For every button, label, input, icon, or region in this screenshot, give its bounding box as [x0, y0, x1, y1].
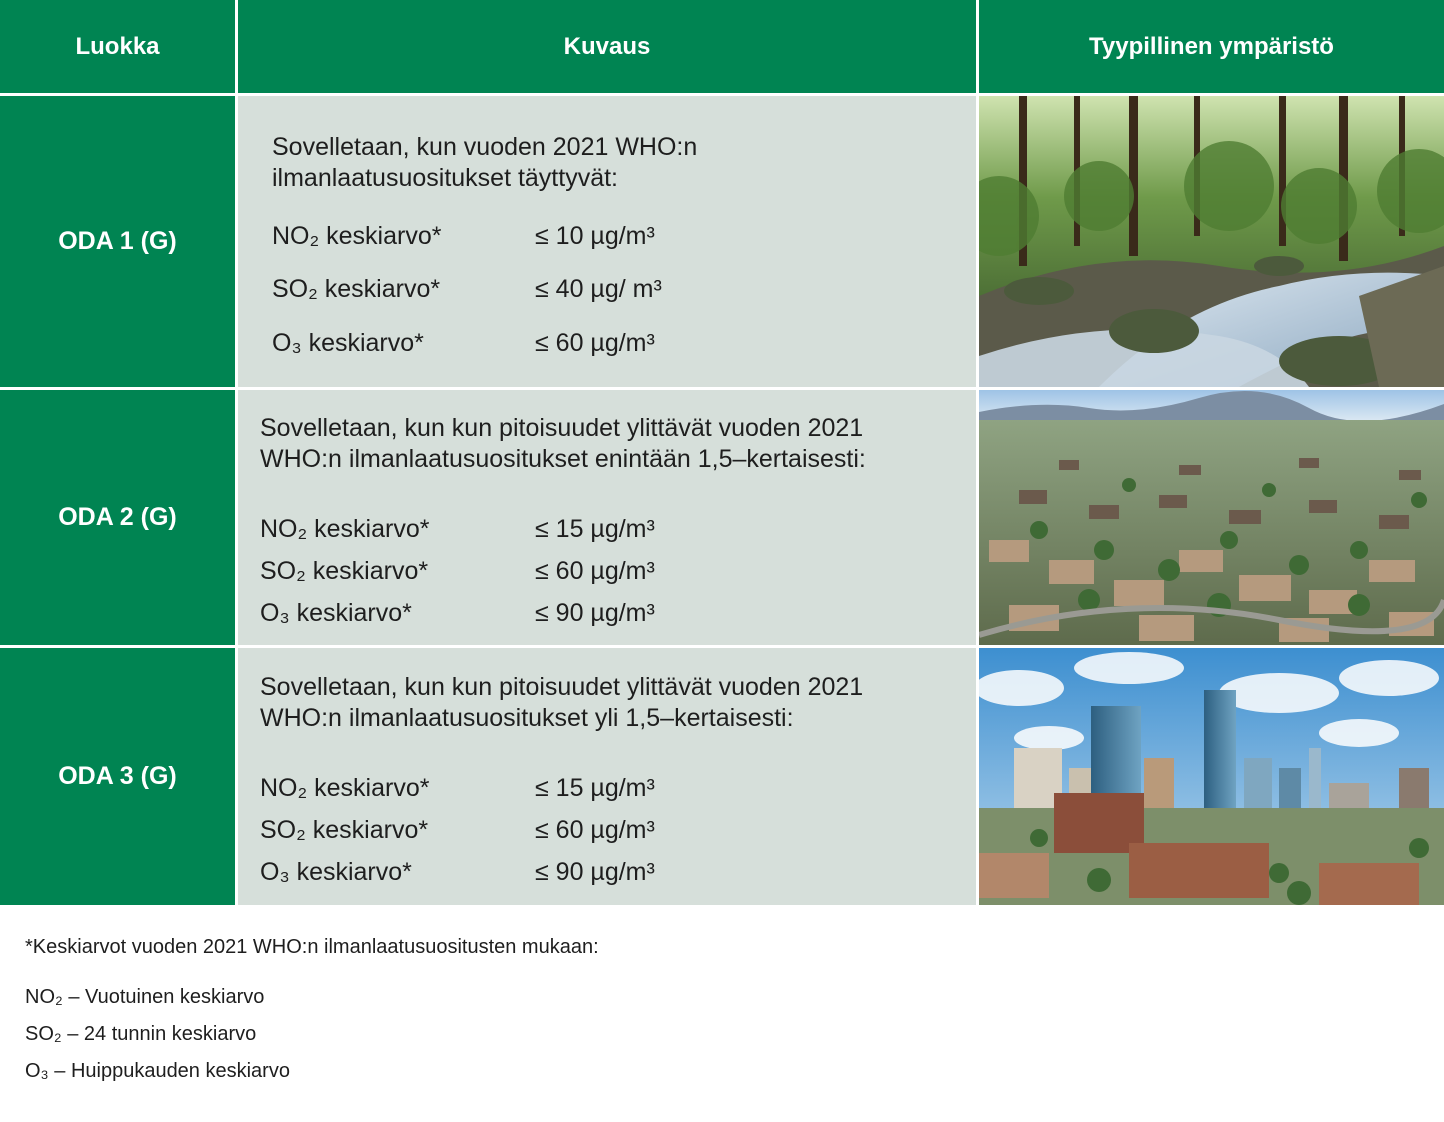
limit-label: O₃ keskiarvo*	[260, 858, 412, 886]
description-cell-oda1	[238, 96, 976, 387]
limit-label: SO₂ keskiarvo*	[260, 816, 429, 844]
limit-row	[238, 515, 938, 547]
suburb-aerial-photo	[979, 390, 1444, 645]
intro-line: Sovelletaan, kun kun pitoisuudet ylittävät vuoden 2021	[260, 673, 864, 701]
header-kuvaus-label: Kuvaus	[563, 32, 651, 60]
description-intro	[260, 413, 866, 475]
limit-value: ≤ 10 µg/m³	[535, 222, 655, 250]
header-kuvaus	[238, 0, 976, 93]
city-skyline-photo	[979, 648, 1444, 905]
limit-value: ≤ 90 µg/m³	[535, 599, 655, 627]
description-intro	[272, 132, 697, 194]
limit-value: ≤ 60 µg/m³	[535, 329, 655, 357]
limit-label: SO₂ keskiarvo*	[272, 275, 441, 303]
class-label: ODA 3 (G)	[58, 762, 177, 790]
class-cell-oda1	[0, 96, 235, 387]
footnote-line: NO₂ – Vuotuinen keskiarvo	[25, 986, 265, 1008]
limit-row	[238, 275, 938, 307]
limit-row	[238, 222, 938, 254]
limit-value: ≤ 60 µg/m³	[535, 816, 655, 844]
header-ymparisto	[979, 0, 1444, 93]
limit-label: O₃ keskiarvo*	[260, 599, 412, 627]
intro-line: WHO:n ilmanlaatusuositukset enintään 1,5–kertaisesti:	[260, 445, 866, 473]
limit-label: O₃ keskiarvo*	[272, 329, 424, 357]
limit-value: ≤ 15 µg/m³	[535, 774, 655, 802]
limit-row	[238, 774, 938, 806]
class-label: ODA 2 (G)	[58, 503, 177, 531]
intro-line: WHO:n ilmanlaatusuositukset yli 1,5–kertaisesti:	[260, 704, 794, 732]
description-cell-oda2	[238, 390, 976, 645]
limit-row	[238, 858, 938, 890]
class-cell-oda3	[0, 648, 235, 905]
limit-value: ≤ 60 µg/m³	[535, 557, 655, 585]
intro-line: ilmanlaatusuositukset täyttyvät:	[272, 164, 618, 192]
footnote-title: *Keskiarvot vuoden 2021 WHO:n ilmanlaatusuositusten mukaan:	[25, 936, 599, 958]
intro-line: Sovelletaan, kun vuoden 2021 WHO:n	[272, 133, 698, 161]
footnote-line: SO₂ – 24 tunnin keskiarvo	[25, 1023, 257, 1045]
header-luokka-label: Luokka	[75, 32, 160, 60]
limit-label: NO₂ keskiarvo*	[260, 515, 430, 543]
footnote-line: O₃ – Huippukauden keskiarvo	[25, 1060, 290, 1082]
description-cell-oda3	[238, 648, 976, 905]
class-label: ODA 1 (G)	[58, 227, 177, 255]
limit-label: SO₂ keskiarvo*	[260, 557, 429, 585]
limit-value: ≤ 15 µg/m³	[535, 515, 655, 543]
limit-value: ≤ 40 µg/ m³	[535, 275, 662, 303]
limit-row	[238, 557, 938, 589]
limit-row	[238, 816, 938, 848]
intro-line: Sovelletaan, kun kun pitoisuudet ylittävät vuoden 2021	[260, 414, 864, 442]
forest-stream-photo	[979, 96, 1444, 387]
limit-row	[238, 599, 938, 631]
limit-row	[238, 329, 938, 361]
limit-label: NO₂ keskiarvo*	[272, 222, 442, 250]
limit-label: NO₂ keskiarvo*	[260, 774, 430, 802]
limit-value: ≤ 90 µg/m³	[535, 858, 655, 886]
description-intro	[260, 672, 863, 734]
class-cell-oda2	[0, 390, 235, 645]
header-luokka	[0, 0, 235, 93]
header-ymparisto-label: Tyypillinen ympäristö	[1089, 32, 1334, 60]
